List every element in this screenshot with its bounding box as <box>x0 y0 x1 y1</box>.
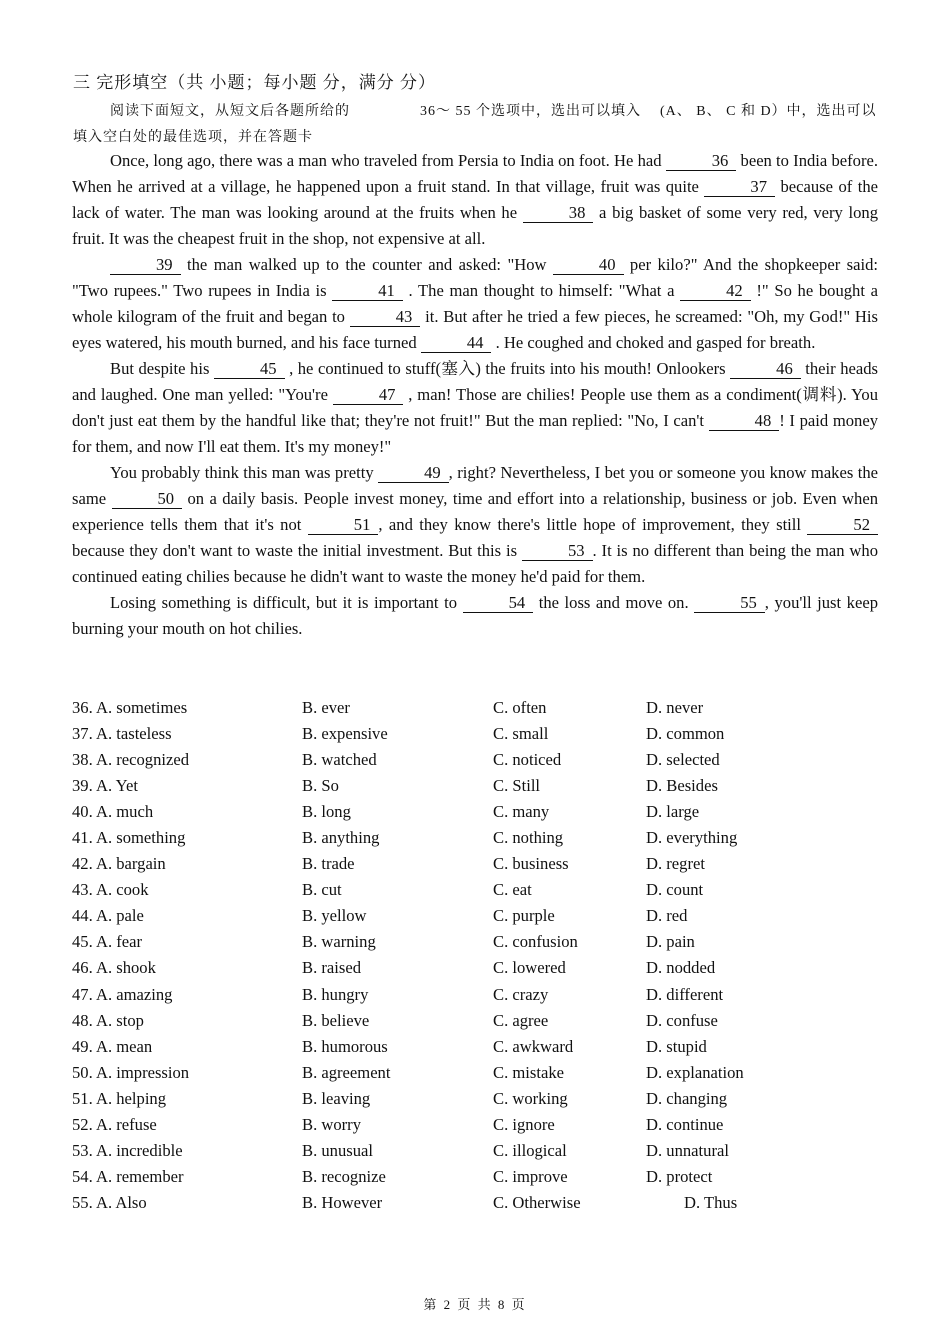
option-c: C. purple <box>493 906 555 926</box>
paragraph-5: Losing something is difficult, but it is important to 54 the loss and move on. 55 , you'll just keep burning your mouth on hot chilies. <box>72 593 879 638</box>
option-b: B. hungry <box>302 984 369 1004</box>
option-d: D. large <box>646 802 700 822</box>
page-footer: 第 2 页 共 8 页 <box>423 1297 527 1312</box>
blank-49: 49 <box>378 464 449 483</box>
option-c: C. Still <box>493 776 541 796</box>
option-c: C. working <box>493 1088 568 1108</box>
option-c: C. eat <box>493 880 532 900</box>
option-a: 49. A. mean <box>72 1036 153 1056</box>
option-a: 44. A. pale <box>72 906 144 926</box>
option-c: C. agree <box>493 1010 549 1030</box>
option-row <box>72 695 872 721</box>
option-a: 46. A. shook <box>72 958 156 978</box>
blank-45: 45 <box>214 360 285 379</box>
option-a: 41. A. something <box>72 828 186 848</box>
option-row <box>72 955 872 981</box>
option-a: 42. A. bargain <box>72 854 166 874</box>
blank-38: 38 <box>523 204 594 223</box>
blank-37: 37 <box>704 178 775 197</box>
option-b: B. trade <box>302 854 355 874</box>
blank-47: 47 <box>333 386 404 405</box>
blank-51: 51 <box>308 516 379 535</box>
option-c: C. nothing <box>493 828 564 848</box>
option-row <box>72 747 872 773</box>
option-a: 53. A. incredible <box>72 1140 183 1160</box>
paragraph-1: Once, long ago, there was a man who traveled from Persia to India on foot. He had 36 been to India before. When he arrived at a village, he happened upon a fruit stand. In that village, fruit was quite 37 because of the lack of water. The man was looking around at the fruits when he 38 a big basket of some very red, very long fruit. It was the cheapest fruit in the shop, not expensive at all. <box>72 151 879 248</box>
option-a: 43. A. cook <box>72 880 149 900</box>
instruction-line1-part1: 阅读下面短文，从短文后各题所给的 <box>110 104 350 119</box>
option-b: B. yellow <box>302 906 367 926</box>
option-a: 54. A. remember <box>72 1166 184 1186</box>
option-a: 52. A. refuse <box>72 1114 157 1134</box>
option-c: C. often <box>493 698 547 717</box>
blank-44: 44 <box>421 334 492 353</box>
option-c: C. small <box>493 724 549 744</box>
option-d: D. regret <box>646 854 705 874</box>
option-c: C. mistake <box>493 1062 564 1082</box>
option-a: 38. A. recognized <box>72 750 190 770</box>
option-c: C. improve <box>493 1166 568 1186</box>
option-row <box>72 982 872 1008</box>
option-row <box>72 929 872 955</box>
option-d: D. explanation <box>646 1062 744 1082</box>
blank-43: 43 <box>350 308 421 327</box>
blank-41: 41 <box>332 282 403 301</box>
option-d: D. Besides <box>646 776 718 796</box>
option-d: D. selected <box>646 750 720 770</box>
option-c: C. confusion <box>493 932 578 952</box>
option-a: 45. A. fear <box>72 932 143 952</box>
option-b: B. long <box>302 802 351 822</box>
option-c: C. awkward <box>493 1036 574 1056</box>
paragraph-3: But despite his 45 , he continued to stuff(塞入) the fruits into his mouth! Onlookers 46 their heads and laughed. One man yelled: "You're 47 , man! Those are chilies! People use them as a condiment(调料). You don't just eat them by the handful like that; they're not fruit!" But the man replied: "No, I can't 48 ! I paid money for them, and now I'll eat them. It's my money!" <box>72 359 879 456</box>
option-d: D. stupid <box>646 1036 707 1056</box>
option-a: 36. A. sometimes <box>72 698 188 717</box>
option-b: B. leaving <box>302 1088 371 1108</box>
option-a: 40. A. much <box>72 802 154 822</box>
option-d: D. continue <box>646 1114 724 1134</box>
option-d: D. red <box>646 906 688 926</box>
section-title: 三 完形填空（共 小题；每小题 分，满分 分） <box>73 73 436 92</box>
instruction-line2: 填入空白处的最佳选项，并在答题卡 <box>73 130 313 145</box>
option-a: 48. A. stop <box>72 1010 144 1030</box>
option-a: 39. A. Yet <box>72 776 138 796</box>
option-d: D. common <box>646 724 725 744</box>
option-b: B. However <box>302 1192 383 1212</box>
option-row <box>72 721 872 747</box>
option-c: C. business <box>493 854 569 874</box>
paragraph-4: You probably think this man was pretty 49 , right? Nevertheless, I bet you or someone you know makes the same 50 on a daily basis. People invest money, time and effort into a relationship, business or job. Even when experience tells them that it's not 51 , and they know there's little hope of improvement, they still 52 because they don't want to waste the initial investment. But this is 53 . It is no different than being the man who continued eating chilies because he didn't want to waste the money he'd paid for them. <box>72 463 879 586</box>
blank-50: 50 <box>112 490 183 509</box>
blank-54: 54 <box>463 594 534 613</box>
blank-48: 48 <box>709 412 780 431</box>
option-d: D. Thus <box>684 1192 738 1212</box>
option-d: D. different <box>646 984 724 1004</box>
option-c: C. illogical <box>493 1140 567 1160</box>
blank-53: 53 <box>522 542 593 561</box>
option-a: 50. A. impression <box>72 1062 190 1082</box>
option-b: B. recognize <box>302 1166 386 1186</box>
option-b: B. So <box>302 776 339 796</box>
option-row <box>72 1164 872 1190</box>
option-b: B. expensive <box>302 724 388 744</box>
option-d: D. protect <box>646 1166 713 1186</box>
option-row <box>72 1138 872 1164</box>
blank-55: 55 <box>694 594 765 613</box>
option-a: 37. A. tasteless <box>72 724 172 744</box>
option-row <box>72 1060 872 1086</box>
option-row <box>72 1034 872 1060</box>
option-row <box>72 903 872 929</box>
blank-40: 40 <box>553 256 624 275</box>
option-d: D. confuse <box>646 1010 718 1030</box>
option-row <box>72 799 872 825</box>
option-b: B. agreement <box>302 1062 391 1082</box>
option-b: B. believe <box>302 1010 370 1030</box>
option-b: B. humorous <box>302 1036 388 1056</box>
option-row <box>72 773 872 799</box>
option-d: D. everything <box>646 828 738 848</box>
option-a: 47. A. amazing <box>72 984 173 1004</box>
option-row <box>72 851 872 877</box>
option-b: B. anything <box>302 828 380 848</box>
option-a: 55. A. Also <box>72 1192 147 1212</box>
option-d: D. count <box>646 880 704 900</box>
option-c: C. ignore <box>493 1114 555 1134</box>
option-row <box>72 877 872 903</box>
option-d: D. nodded <box>646 958 716 978</box>
option-c: C. many <box>493 802 550 822</box>
blank-39: 39 <box>110 256 181 275</box>
option-c: C. noticed <box>493 750 562 770</box>
option-d: D. unnatural <box>646 1140 729 1160</box>
option-c: C. Otherwise <box>493 1192 581 1212</box>
options-list <box>72 695 872 1216</box>
option-b: B. unusual <box>302 1140 373 1160</box>
option-b: B. raised <box>302 958 361 978</box>
option-b: B. cut <box>302 880 342 900</box>
blank-36: 36 <box>666 152 737 171</box>
option-c: C. lowered <box>493 958 566 978</box>
option-b: B. warning <box>302 932 376 952</box>
option-c: C. crazy <box>493 984 549 1004</box>
option-row <box>72 1008 872 1034</box>
blank-42: 42 <box>680 282 751 301</box>
option-a: 51. A. helping <box>72 1088 167 1108</box>
option-b: B. watched <box>302 750 377 770</box>
option-row <box>72 1086 872 1112</box>
option-d: D. pain <box>646 932 695 952</box>
instruction-line1-part3: (A、 B、 C 和 D）中，选出可以 <box>660 104 877 119</box>
option-row <box>72 1190 872 1216</box>
instruction-line1-part2: 36～ 55 个选项中，选出可以填入 <box>420 104 641 119</box>
blank-46: 46 <box>730 360 801 379</box>
option-b: B. ever <box>302 698 350 717</box>
option-d: D. never <box>646 698 704 717</box>
blank-52: 52 <box>807 516 878 535</box>
option-row <box>72 825 872 851</box>
option-row <box>72 1112 872 1138</box>
option-b: B. worry <box>302 1114 361 1134</box>
passage <box>72 148 878 642</box>
paragraph-2: 39 the man walked up to the counter and asked: "How 40 per kilo?" And the shopkeeper said: "Two rupees." Two rupees in India is 41 . The man thought to himself: "What a 42 !" So he bought a whole kilogram of the fruit and began to 43 it. But after he tried a few pieces, he screamed: "Oh, my God!" His eyes watered, his mouth burned, and his face turned 44 . He coughed and choked and gasped for breath. <box>72 255 879 352</box>
option-d: D. changing <box>646 1088 728 1108</box>
